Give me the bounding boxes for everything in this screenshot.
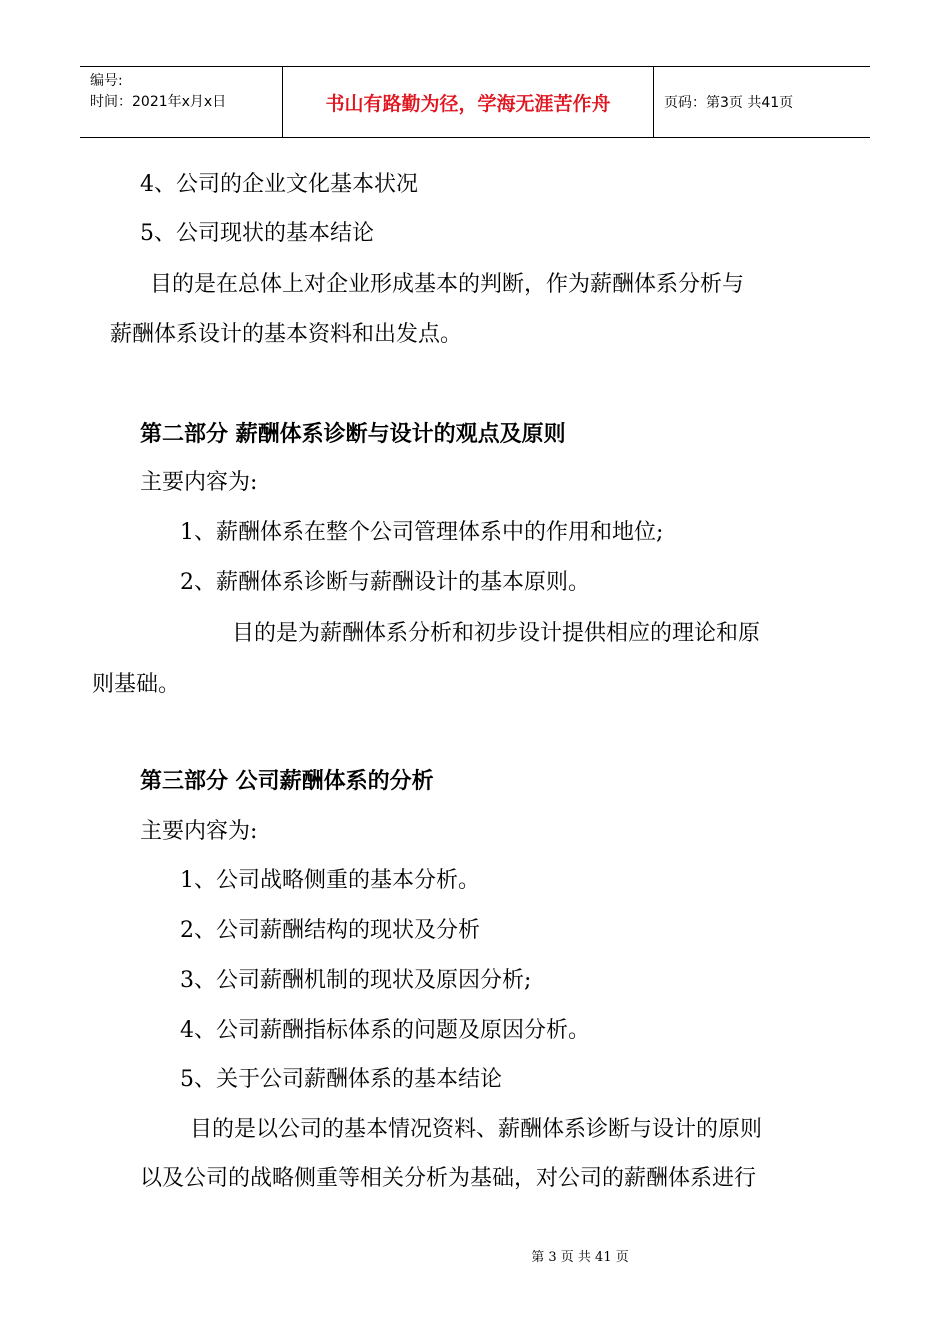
body-line: 5、关于公司薪酬体系的基本结论 <box>180 1067 502 1092</box>
body-line: 5、公司现状的基本结论 <box>140 221 374 246</box>
body-line: 1、薪酬体系在整个公司管理体系中的作用和地位; <box>180 520 664 545</box>
body-line: 以及公司的战略侧重等相关分析为基础，对公司的薪酬体系进行 <box>140 1166 757 1191</box>
time-label: 时间：2021年x月x日 <box>90 94 227 110</box>
body-line: 4、公司薪酬指标体系的问题及原因分析。 <box>180 1018 590 1043</box>
body-line: 主要内容为: <box>140 470 258 495</box>
body-line: 1、公司战略侧重的基本分析。 <box>180 868 480 893</box>
body-line: 则基础。 <box>92 672 181 697</box>
body-line: 主要内容为: <box>140 819 258 844</box>
body-line: 目的是在总体上对企业形成基本的判断，作为薪酬体系分析与 <box>150 272 745 297</box>
body-line: 目的是为薪酬体系分析和初步设计提供相应的理论和原 <box>232 621 761 646</box>
number-label: 编号: <box>90 73 123 89</box>
body-line: 2、薪酬体系诊断与薪酬设计的基本原则。 <box>180 570 590 595</box>
header-page-info: 页码：第3页 共41页 <box>664 95 794 111</box>
header-meta <box>80 67 282 137</box>
page-header <box>80 66 870 138</box>
body-line: 3、公司薪酬机制的现状及原因分析; <box>180 968 532 993</box>
section-heading: 第二部分 薪酬体系诊断与设计的观点及原则 <box>140 422 566 447</box>
header-motto: 书山有路勤为径，学海无涯苦作舟 <box>282 67 654 137</box>
body-line: 薪酬体系设计的基本资料和出发点。 <box>110 322 463 347</box>
section-heading: 第三部分 公司薪酬体系的分析 <box>140 769 434 794</box>
body-line: 2、公司薪酬结构的现状及分析 <box>180 918 480 943</box>
body-line: 4、公司的企业文化基本状况 <box>140 172 418 197</box>
body-line: 目的是以公司的基本情况资料、薪酬体系诊断与设计的原则 <box>190 1117 763 1142</box>
page-footer: 第 3 页 共 41 页 <box>531 1250 629 1265</box>
